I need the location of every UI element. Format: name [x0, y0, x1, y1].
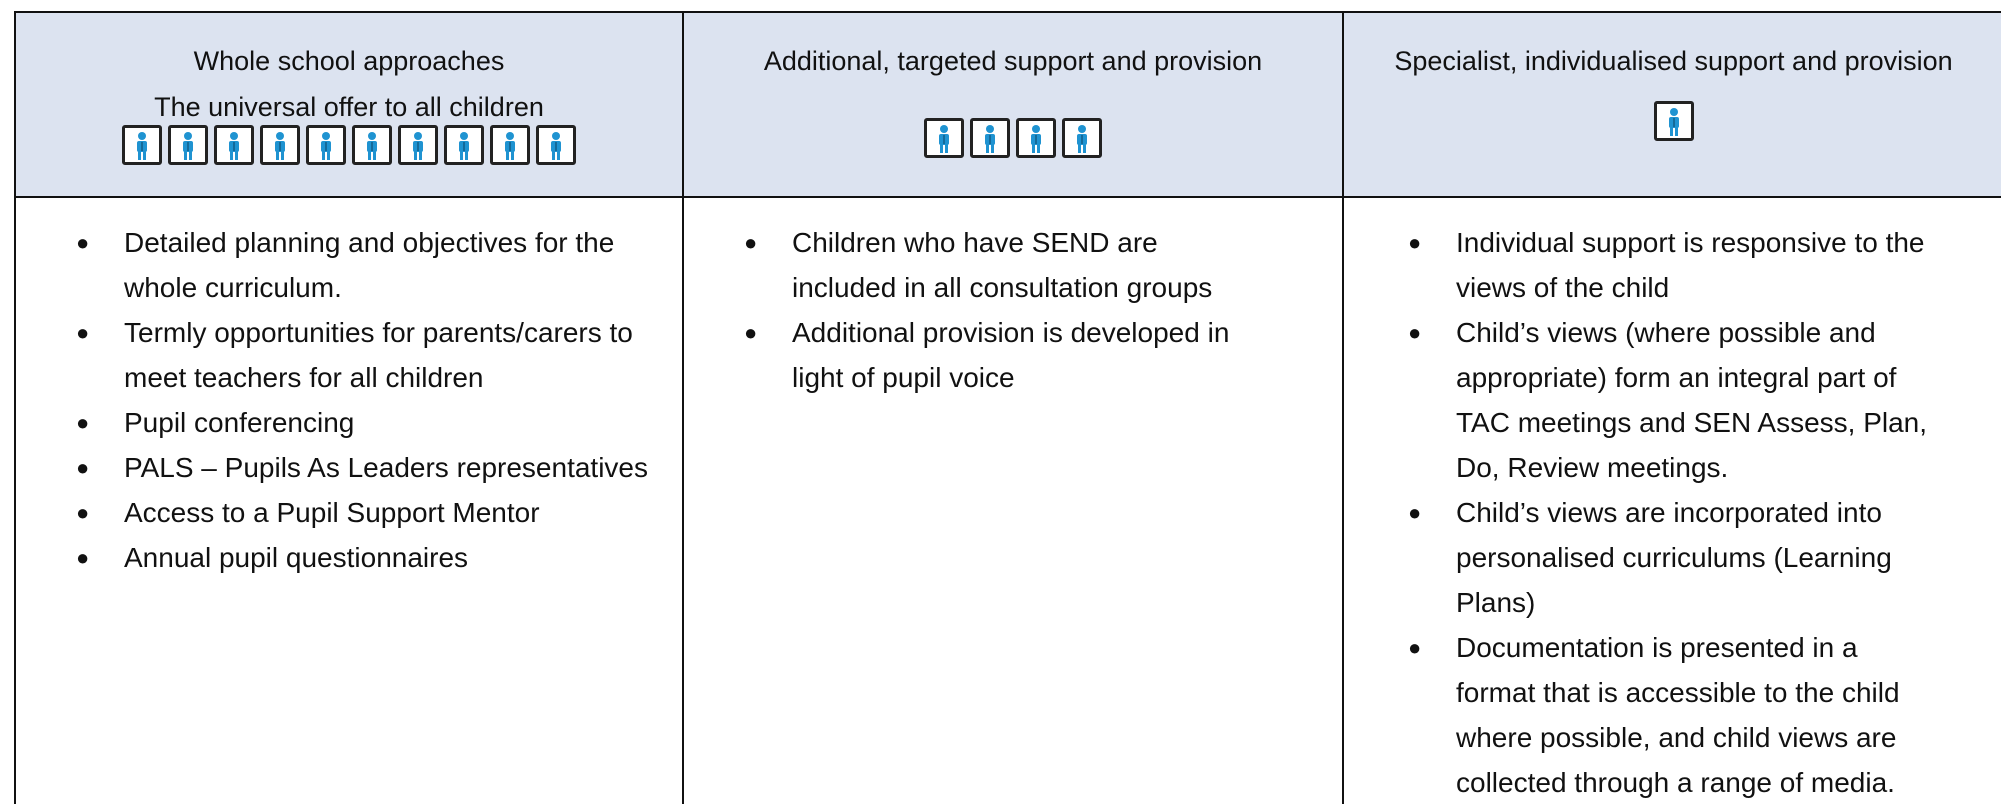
bullet-list	[76, 220, 676, 580]
list-item: ● Documentation is presented in a format that is accessible to the child where possible, and child views are collected through a range of media.	[1408, 625, 1938, 805]
column-heading: Whole school approaches	[193, 46, 505, 76]
list-item: ● Access to a Pupil Support Mentor	[76, 490, 676, 535]
list-item: ● Detailed planning and objectives for the whole curriculum.	[76, 220, 676, 310]
pupil-figure-icon	[444, 125, 484, 165]
list-item: ● Termly opportunities for parents/carers to meet teachers for all children	[76, 310, 676, 400]
pupil-figure-icon	[536, 125, 576, 165]
header-cell-whole-school	[16, 13, 682, 196]
pupil-figure-icon	[1016, 118, 1056, 158]
bullet-list	[744, 220, 1264, 400]
list-item: ● Child’s views are incorporated into personalised curriculums (Learning Plans)	[1408, 490, 1938, 625]
pupil-figures-group	[684, 118, 1342, 158]
list-item: ● Pupil conferencing	[76, 400, 676, 445]
pupil-figure-icon	[352, 125, 392, 165]
list-item: ● Annual pupil questionnaires	[76, 535, 676, 580]
pupil-figure-icon	[122, 125, 162, 165]
pupil-figure-icon	[970, 118, 1010, 158]
pupil-figure-icon	[1062, 118, 1102, 158]
header-cell-specialist	[1344, 13, 2001, 196]
body-cell-targeted	[744, 198, 1264, 804]
list-item: ● Child’s views (where possible and appropriate) form an integral part of TAC meetings and SEN Assess, Plan, Do, Review meetings.	[1408, 310, 1938, 490]
column-divider	[1342, 13, 1344, 804]
body-cell-whole-school	[76, 198, 676, 804]
column-divider	[682, 13, 684, 804]
pupil-figure-icon	[398, 125, 438, 165]
pupil-figure-icon	[168, 125, 208, 165]
list-item: ● PALS – Pupils As Leaders representatives	[76, 445, 676, 490]
list-item: ● Children who have SEND are included in all consultation groups	[744, 220, 1264, 310]
pupil-figure-icon	[260, 125, 300, 165]
header-cell-targeted	[684, 13, 1342, 196]
list-item: ● Individual support is responsive to the views of the child	[1408, 220, 1938, 310]
pupil-figures-group	[16, 125, 682, 165]
pupil-figures-group	[1344, 101, 2001, 141]
body-cell-specialist	[1408, 198, 1938, 804]
provision-table	[14, 11, 2001, 804]
pupil-figure-icon	[924, 118, 964, 158]
column-subheading: The universal offer to all children	[154, 92, 544, 122]
pupil-figure-icon	[490, 125, 530, 165]
list-item: ● Additional provision is developed in light of pupil voice	[744, 310, 1264, 400]
column-heading: Additional, targeted support and provision	[763, 46, 1263, 76]
bullet-list	[1408, 220, 1938, 805]
pupil-figure-icon	[1654, 101, 1694, 141]
column-heading: Specialist, individualised support and provision	[1394, 46, 1953, 76]
pupil-figure-icon	[306, 125, 346, 165]
pupil-figure-icon	[214, 125, 254, 165]
